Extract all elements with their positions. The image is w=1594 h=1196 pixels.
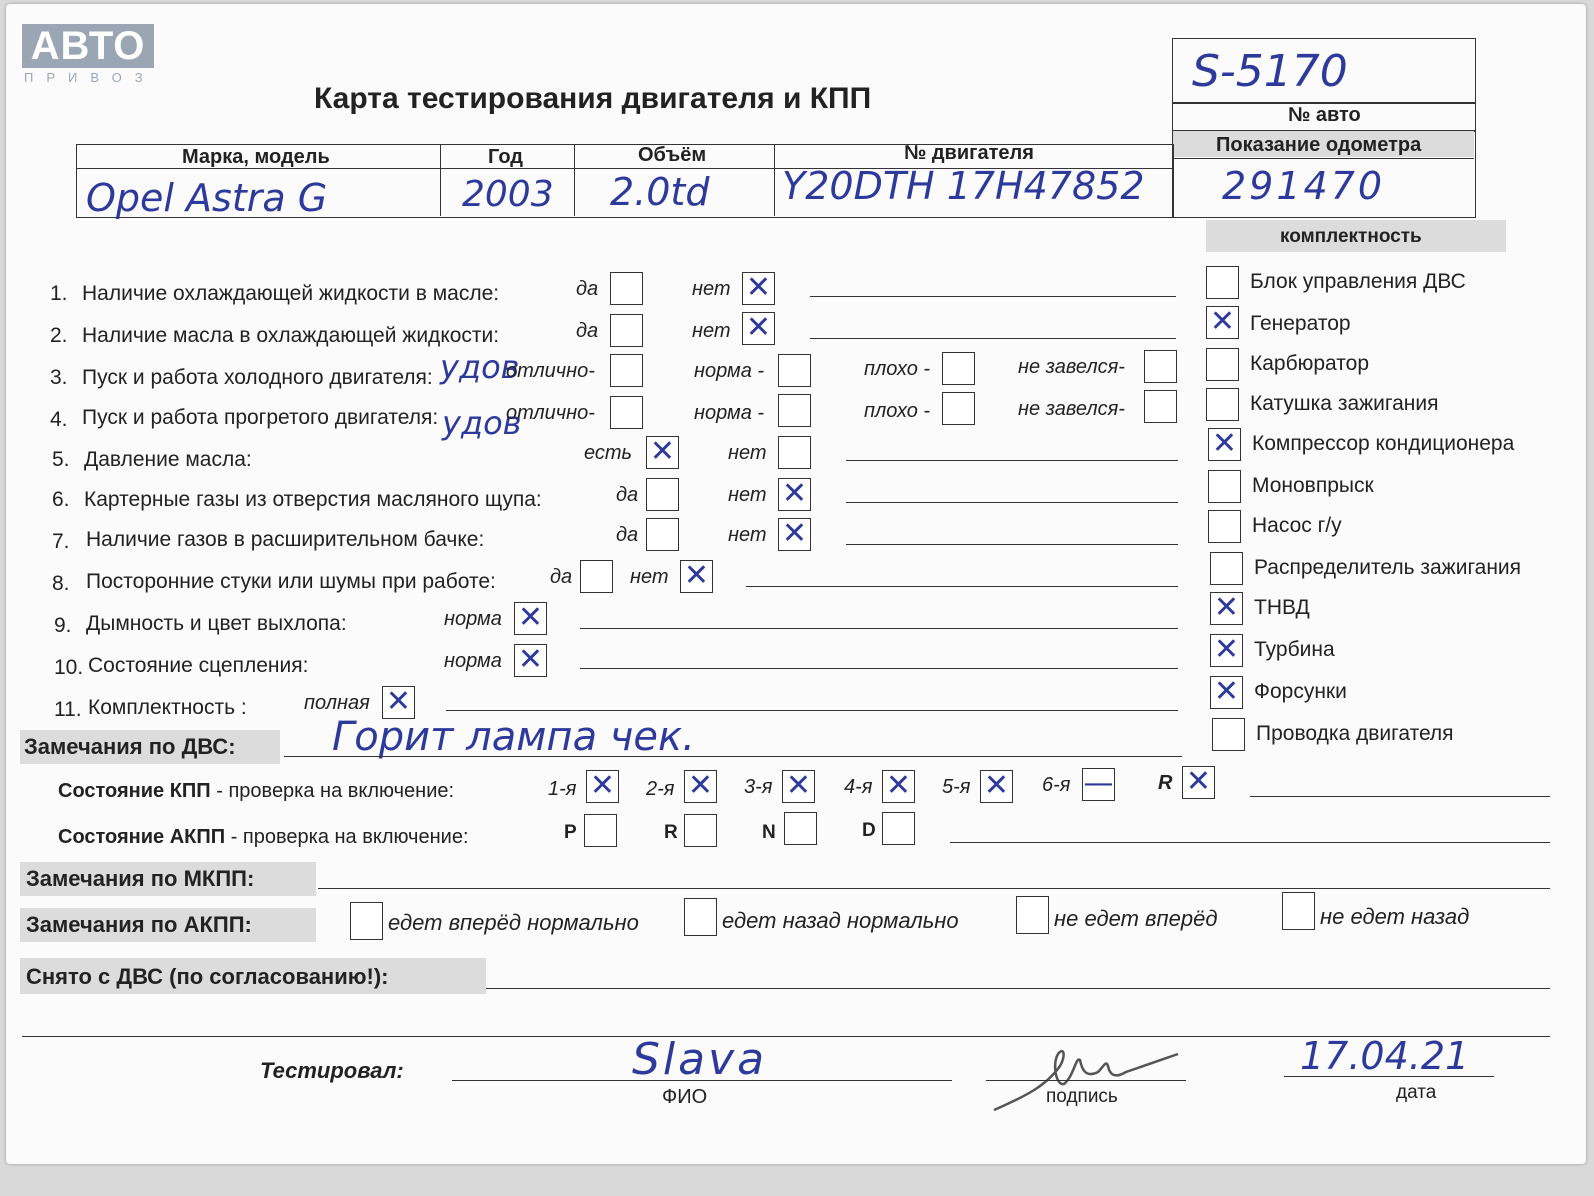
item-line (746, 586, 1178, 587)
completeness-label: Насос г/у (1252, 514, 1342, 537)
date-line (1284, 1076, 1494, 1077)
option-label: отлично- (506, 402, 595, 424)
gear-1-checkbox[interactable]: ✕ (586, 770, 619, 803)
item-line (446, 710, 1178, 711)
gear-2-checkbox[interactable]: ✕ (684, 770, 717, 803)
akpp-p-checkbox[interactable] (584, 814, 617, 847)
make-label: Марка, модель (182, 146, 330, 168)
completeness-label: Генератор (1250, 312, 1351, 335)
tester-name: Slava (632, 1034, 768, 1085)
item3-excellent-checkbox[interactable] (610, 354, 643, 387)
name-label: ФИО (662, 1086, 708, 1108)
col-divider (440, 144, 441, 216)
akpp-backward-ok-checkbox[interactable] (684, 898, 717, 936)
completeness-label: Форсунки (1254, 680, 1347, 703)
option-label: нет (692, 320, 731, 342)
gear-label: 2-я (646, 778, 675, 800)
item-text: Картерные газы из отверстия масляного щупа: (84, 488, 542, 511)
akpp-label: Состояние АКПП - проверка на включение: (58, 826, 469, 848)
item6-no-checkbox[interactable]: ✕ (778, 478, 811, 511)
logo: АВТО (22, 24, 154, 68)
item-text: Наличие масла в охлаждающей жидкости: (82, 324, 500, 347)
item1-no-checkbox[interactable]: ✕ (742, 272, 775, 305)
item8-yes-checkbox[interactable] (580, 560, 613, 593)
akpp-mode-label: D (862, 820, 876, 841)
item9-normal-checkbox[interactable]: ✕ (514, 602, 547, 635)
item-number: 4. (50, 408, 68, 431)
item3-no-start-checkbox[interactable] (1144, 350, 1177, 383)
item11-full-checkbox[interactable]: ✕ (382, 686, 415, 719)
option-label: нет (728, 484, 767, 506)
option-label: да (576, 320, 599, 342)
item-number: 11. (54, 698, 82, 721)
option-label: плохо - (864, 358, 931, 380)
completeness-turbo-checkbox[interactable]: ✕ (1210, 634, 1243, 667)
item-line (846, 502, 1178, 503)
akpp-n-checkbox[interactable] (784, 812, 817, 845)
option-label: плохо - (864, 400, 931, 422)
item-text: Наличие газов в расширительном бачке: (86, 528, 485, 551)
completeness-wiring-checkbox[interactable] (1212, 718, 1245, 751)
option-label: норма (444, 608, 502, 630)
item-number: 7. (52, 530, 70, 553)
completeness-distributor-checkbox[interactable] (1210, 552, 1243, 585)
col-divider (574, 144, 575, 216)
item4-normal-checkbox[interactable] (778, 394, 811, 427)
item3-bad-checkbox[interactable] (942, 352, 975, 385)
logo-subtitle: ПРИВОЗ (24, 70, 156, 85)
item-number: 6. (52, 488, 70, 511)
item-line (580, 628, 1178, 629)
option-label: норма - (694, 402, 765, 424)
item4-bad-checkbox[interactable] (942, 392, 975, 425)
item4-excellent-checkbox[interactable] (610, 396, 643, 429)
option-label: да (550, 566, 573, 588)
gear-3-checkbox[interactable]: ✕ (782, 770, 815, 803)
page-title: Карта тестирования двигателя и КПП (314, 82, 872, 115)
engine-label: № двигателя (904, 142, 1034, 164)
completeness-label: ТНВД (1254, 596, 1310, 619)
item-number: 8. (52, 572, 70, 595)
completeness-injectors-checkbox[interactable]: ✕ (1210, 676, 1243, 709)
akpp-d-checkbox[interactable] (882, 812, 915, 845)
item7-no-checkbox[interactable]: ✕ (778, 518, 811, 551)
mkpp-remarks-label: Замечания по МКПП: (26, 866, 255, 891)
make-value: Opel Astra G (86, 176, 328, 220)
akpp-r-checkbox[interactable] (684, 814, 717, 847)
dvs-remarks-label: Замечания по ДВС: (24, 734, 236, 759)
volume-label: Объём (638, 144, 707, 166)
col-divider (774, 144, 775, 216)
item5-yes-checkbox[interactable]: ✕ (646, 436, 679, 469)
option-label: нет (692, 278, 731, 300)
test-card-sheet (6, 4, 1586, 1164)
item-number: 2. (50, 324, 68, 347)
handwritten-note: удов (440, 348, 520, 386)
gear-r-checkbox[interactable]: ✕ (1182, 766, 1215, 799)
year-value: 2003 (462, 174, 554, 215)
completeness-label: Компрессор кондиционера (1252, 432, 1515, 455)
option-label: да (616, 484, 639, 506)
date-label: дата (1396, 1082, 1437, 1103)
auto-number-value: S-5170 (1192, 46, 1348, 97)
akpp-option-label: не едет назад (1320, 904, 1470, 929)
mkpp-remarks-line (318, 888, 1550, 889)
item-line (810, 338, 1176, 339)
item1-yes-checkbox[interactable] (610, 272, 643, 305)
item-text: Наличие охлаждающей жидкости в масле: (82, 282, 500, 305)
option-label: да (616, 524, 639, 546)
completeness-label: Карбюратор (1250, 352, 1370, 375)
item-number: 10. (54, 656, 84, 679)
akpp-no-backward-checkbox[interactable] (1282, 892, 1315, 930)
item-text: Дымность и цвет выхлопа: (86, 612, 347, 635)
kpp-line (1250, 796, 1550, 797)
item-text: Давление масла: (84, 448, 252, 471)
dvs-remarks-value: Горит лампа чек. (332, 714, 695, 760)
option-label: норма (444, 650, 502, 672)
option-label: нет (728, 442, 767, 464)
completeness-title: комплектность (1280, 226, 1422, 247)
item2-no-checkbox[interactable]: ✕ (742, 312, 775, 345)
item-line (580, 668, 1178, 669)
item-text: Пуск и работа прогретого двигателя: (82, 406, 439, 429)
completeness-label: Блок управления ДВС (1250, 270, 1466, 293)
tested-label: Тестировал: (260, 1058, 404, 1083)
odometer-divider (1172, 158, 1474, 159)
completeness-label: Распределитель зажигания (1254, 556, 1522, 579)
option-label: нет (630, 566, 669, 588)
option-label: да (576, 278, 599, 300)
completeness-coil-checkbox[interactable] (1206, 388, 1239, 421)
completeness-label: Катушка зажигания (1250, 392, 1439, 415)
akpp-mode-label: R (664, 822, 678, 843)
option-label: не завелся- (1018, 356, 1125, 378)
signature-line (986, 1080, 1186, 1081)
akpp-mode-label: P (564, 822, 577, 843)
gear-label: 1-я (548, 778, 577, 800)
akpp-option-label: не едет вперёд (1054, 906, 1218, 931)
item-number: 3. (50, 366, 68, 389)
item7-yes-checkbox[interactable] (646, 518, 679, 551)
completeness-injection-pump-checkbox[interactable]: ✕ (1210, 592, 1243, 625)
item2-yes-checkbox[interactable] (610, 314, 643, 347)
akpp-option-label: едет вперёд нормально (388, 910, 639, 935)
item-number: 9. (54, 614, 72, 637)
gear-label: 5-я (942, 776, 971, 798)
item-line (846, 544, 1178, 545)
akpp-mode-label: N (762, 822, 776, 843)
date-value: 17.04.21 (1300, 1034, 1470, 1078)
option-label: норма - (694, 360, 765, 382)
akpp-no-forward-checkbox[interactable] (1016, 896, 1049, 934)
option-label: не завелся- (1018, 398, 1125, 420)
akpp-remarks-label: Замечания по АКПП: (26, 912, 252, 937)
item-line (810, 296, 1176, 297)
item-text: Состояние сцепления: (88, 654, 309, 677)
item-text: Посторонние стуки или шумы при работе: (86, 570, 496, 593)
removed-line (486, 988, 1550, 989)
option-label: отлично- (506, 360, 595, 382)
completeness-generator-checkbox[interactable]: ✕ (1206, 306, 1239, 339)
item5-no-checkbox[interactable] (778, 436, 811, 469)
gear-4-checkbox[interactable]: ✕ (882, 770, 915, 803)
completeness-label: Проводка двигателя (1256, 722, 1454, 745)
kpp-label: Состояние КПП - проверка на включение: (58, 780, 455, 802)
item-number: 5. (52, 448, 70, 471)
akpp-line (950, 842, 1550, 843)
odometer-label: Показание одометра (1216, 134, 1422, 156)
completeness-ps-pump-checkbox[interactable] (1208, 510, 1241, 543)
option-label: полная (304, 692, 370, 714)
auto-number-label: № авто (1288, 104, 1361, 126)
gear-label: 4-я (844, 776, 873, 798)
item4-no-start-checkbox[interactable] (1144, 390, 1177, 423)
item-text: Комплектность : (88, 696, 247, 719)
engine-value: Y20DTH 17H47852 (782, 164, 1145, 208)
completeness-monoinjection-checkbox[interactable] (1208, 470, 1241, 503)
item-number: 1. (50, 282, 68, 305)
akpp-forward-ok-checkbox[interactable] (350, 902, 383, 940)
completeness-ac-compressor-checkbox[interactable]: ✕ (1208, 428, 1241, 461)
akpp-option-label: едет назад нормально (722, 908, 959, 933)
removed-label: Снято с ДВС (по согласованию!): (26, 964, 389, 989)
volume-value: 2.0td (610, 170, 710, 214)
dvs-remarks-line (284, 756, 1182, 757)
option-label: нет (728, 524, 767, 546)
completeness-ecu-checkbox[interactable] (1206, 266, 1239, 299)
completeness-label: Турбина (1254, 638, 1335, 661)
item6-yes-checkbox[interactable] (646, 478, 679, 511)
name-line (452, 1080, 952, 1081)
gear-label: 6-я (1042, 774, 1071, 796)
gear-6-checkbox[interactable]: — (1083, 766, 1114, 801)
item-text: Пуск и работа холодного двигателя: (82, 366, 433, 389)
gear-label: 3-я (744, 776, 773, 798)
signature-label: подпись (1046, 1086, 1118, 1107)
odometer-value: 291470 (1222, 164, 1386, 208)
gear-label: R (1158, 772, 1173, 794)
item10-normal-checkbox[interactable]: ✕ (514, 644, 547, 677)
item-line (846, 460, 1178, 461)
year-label: Год (488, 146, 523, 168)
item3-normal-checkbox[interactable] (778, 354, 811, 387)
gear-5-checkbox[interactable]: ✕ (980, 770, 1013, 803)
completeness-label: Моновпрыск (1252, 474, 1374, 497)
option-label: есть (584, 442, 633, 464)
completeness-carburetor-checkbox[interactable] (1206, 348, 1239, 381)
item8-no-checkbox[interactable]: ✕ (680, 560, 713, 593)
handwritten-note: удов (442, 404, 522, 442)
